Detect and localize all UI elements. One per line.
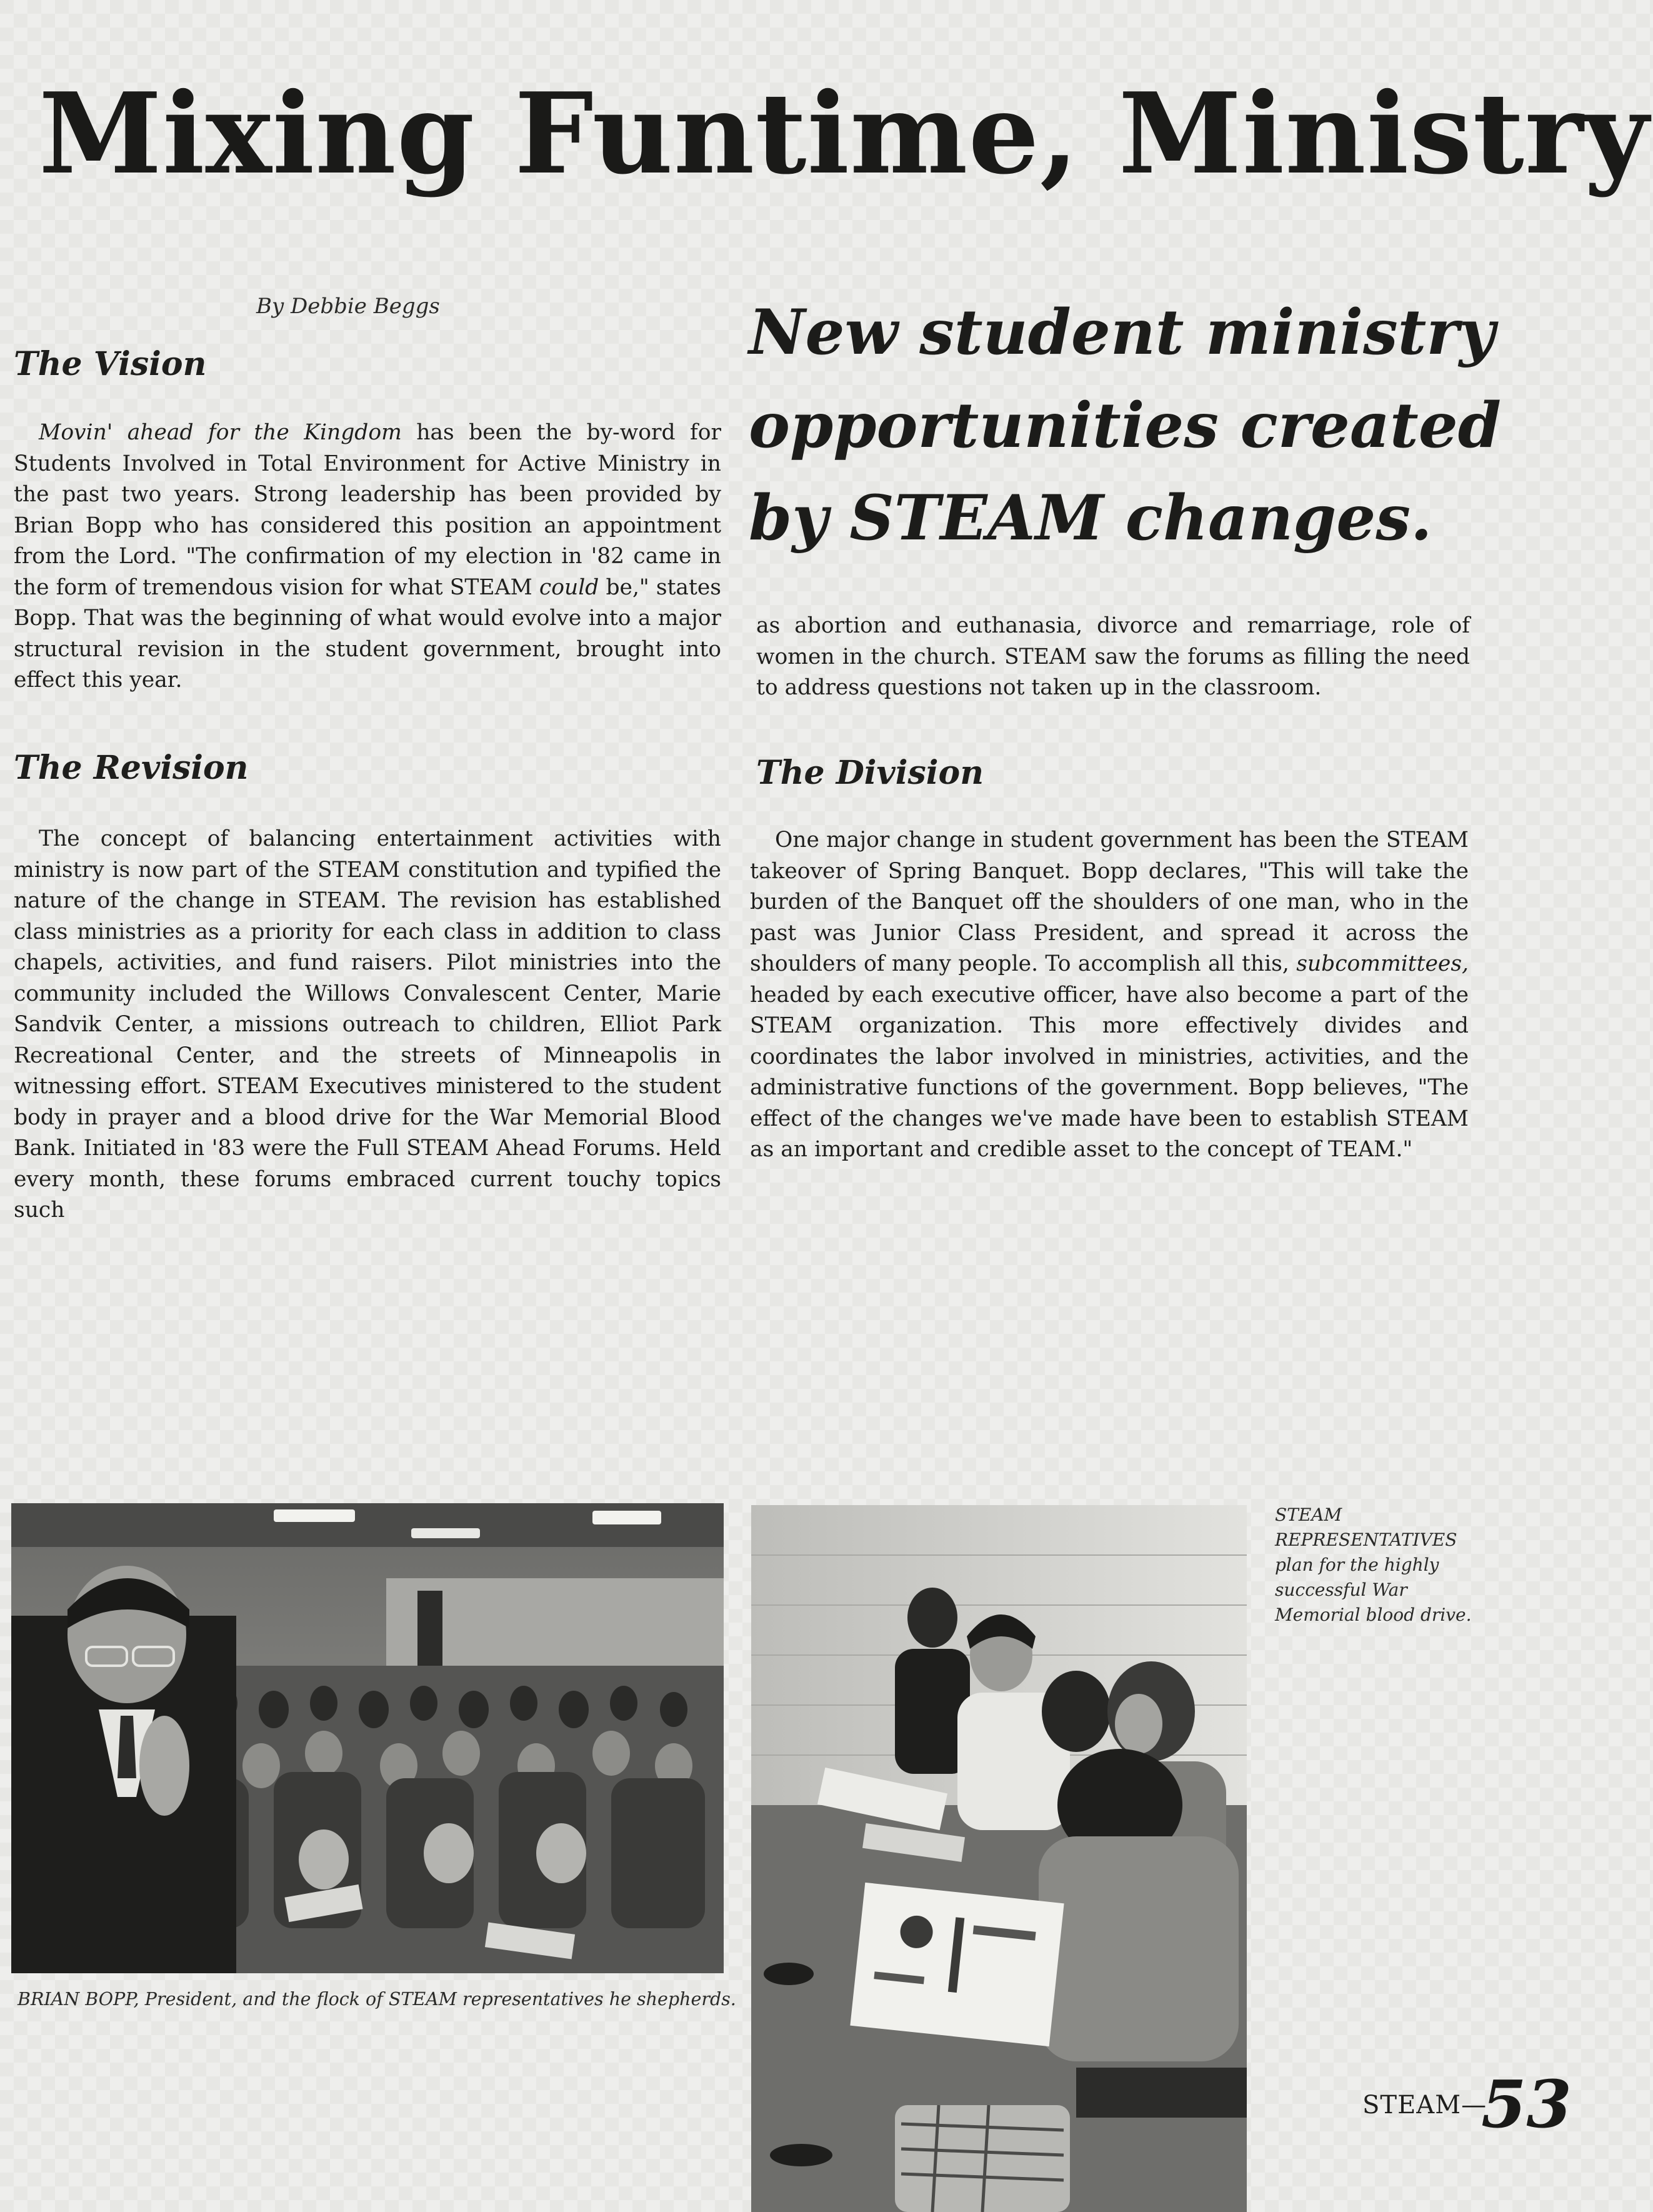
- headline-line: opportunities created: [749, 389, 1502, 462]
- page-number: 53: [1481, 2066, 1572, 2143]
- division-text-2: headed by each executive officer, have also become a part of the STEAM organization. This more effectively divides and coordinates the labor involved in ministries, activities, and the administrative functions of the government. Bopp believes, "The effect of the changes we've made have been to establish STEAM as an important and credible asset to the concept of TEAM.": [750, 982, 1469, 1162]
- revision-continuation: as abortion and euthanasia, divorce and remarriage, role of women in the church. STEAM saw the forums as filling the need to address questions not taken up in the classroom.: [756, 613, 1470, 700]
- section-heading-vision: The Vision: [14, 345, 207, 383]
- photo-brian-bopp: [11, 1503, 724, 1973]
- headline-line: New student ministry: [749, 296, 1496, 369]
- vision-text-1: has been the by-word for Students Involved in Total Environment for Active Ministry in the past two years. Strong leadership has been provided by Brian Bopp who has considered this position an appointment from the Lord. "The confirmation of my election in '82 came in the form of tremendous vision for what STEAM: [14, 420, 721, 600]
- division-italic: subcommittees,: [1296, 951, 1469, 976]
- photo-left-caption: BRIAN BOPP, President, and the flock of STEAM representatives he shepherds.: [17, 1989, 736, 2009]
- headline-line: by STEAM changes.: [749, 482, 1432, 554]
- photo-steam-representatives-image: [751, 1505, 1247, 2212]
- headline: [749, 286, 1636, 565]
- division-paragraph: [750, 825, 1469, 1166]
- photo-brian-bopp-image: [11, 1503, 724, 1973]
- section-heading-division: The Division: [756, 754, 984, 792]
- vision-paragraph: [14, 418, 721, 696]
- page-title: Mixing Funtime, Ministry: [39, 68, 1650, 199]
- photo-right-caption: STEAM REPRESENTATIVES plan for the highly successful War Memorial blood drive.: [1275, 1504, 1472, 1625]
- vision-text-2: be," states Bopp. That was the beginning of what would evolve into a major structural revision in the student government, brought into effect this year.: [14, 574, 721, 693]
- section-heading-revision: The Revision: [14, 749, 249, 787]
- footer-section-label: STEAM—: [1362, 2091, 1487, 2119]
- revision-paragraph: The concept of balancing entertainment activities with ministry is now part of the STEAM constitution and typified the nature of the change in STEAM. The revision has established class ministries as a priority for each class in addition to class chapels, activities, and fund raisers. Pilot ministries into the community included the Willows Convalescent Center, Marie Sandvik Center, a missions outreach to children, Elliot Park Recreational Center, and the streets of Minneapolis in witnessing effort. STEAM Executives ministered to the student body in prayer and a blood drive for the War Memorial Blood Bank. Initiated in '83 were the Full STEAM Ahead Forums. Held every month, these forums embraced current touchy topics such: [14, 826, 721, 1223]
- byline: By Debbie Beggs: [256, 294, 440, 319]
- photo-steam-representatives: [751, 1505, 1247, 2212]
- division-text-1: One major change in student government has been the STEAM takeover of Spring Banquet. Bopp declares, "This will take the burden of the Banquet off the shoulders of one man, who in the past was Junior Class President, and spread it across the shoulders of many people. To accomplish all this,: [750, 828, 1469, 976]
- vision-italic-could: could: [539, 574, 599, 600]
- vision-italic-lead: Movin' ahead for the Kingdom: [39, 420, 402, 445]
